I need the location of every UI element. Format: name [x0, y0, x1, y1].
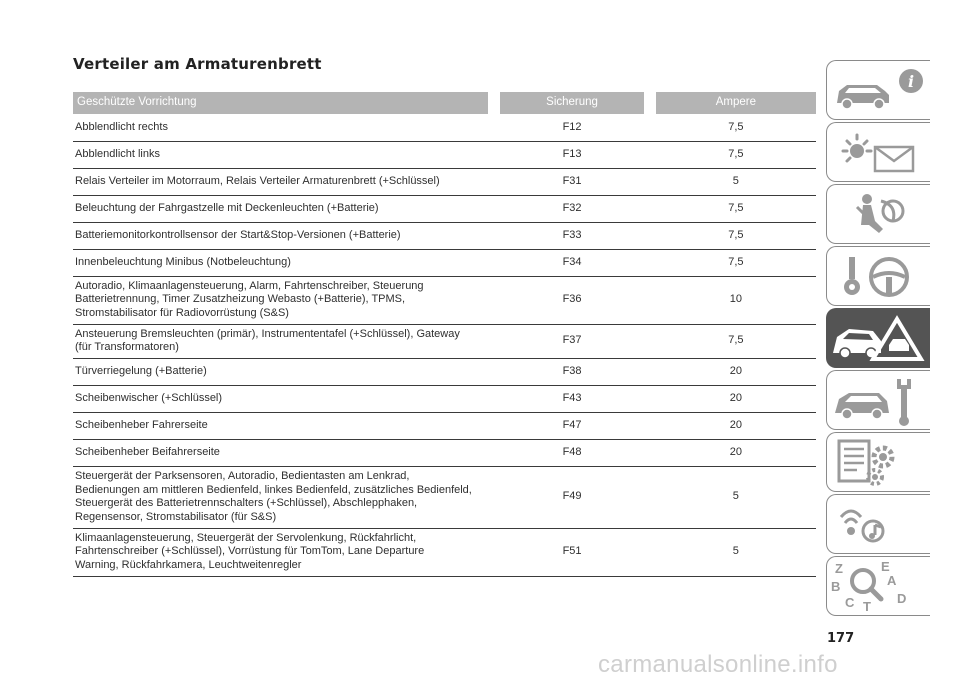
cell-ampere: 7,5	[656, 222, 816, 249]
cell-ampere: 7,5	[656, 195, 816, 222]
table-row	[73, 528, 816, 576]
chapter-tab-safety[interactable]	[826, 184, 930, 244]
fuse-table	[73, 92, 816, 577]
index-letter: D	[897, 591, 907, 606]
safety-airbag-icon	[827, 185, 930, 244]
car-maintenance-wrench-icon	[827, 371, 930, 430]
column-gap	[644, 92, 656, 114]
table-row	[73, 168, 816, 195]
cell-device: Abblendlicht links	[73, 141, 488, 168]
chapter-tab-maintenance[interactable]	[826, 370, 930, 430]
cell-device: Batteriemonitorkontrollsensor der Start&Stop-Versionen (+Batterie)	[73, 222, 488, 249]
cell-ampere: 7,5	[656, 324, 816, 358]
table-row	[73, 141, 816, 168]
cell-fuse: F51	[500, 528, 644, 576]
page-number: 177	[827, 631, 855, 646]
cell-ampere: 7,5	[656, 114, 816, 141]
key-steering-wheel-icon	[827, 247, 930, 306]
watermark: carmanualsonline.info	[598, 651, 838, 678]
cell-fuse: F34	[500, 249, 644, 276]
column-header-fuse: Sicherung	[500, 92, 644, 114]
cell-ampere: 7,5	[656, 249, 816, 276]
cell-ampere: 20	[656, 412, 816, 439]
cell-ampere: 5	[656, 168, 816, 195]
cell-device: Steuergerät der Parksensoren, Autoradio, Bedientasten am Lenkrad, Bedienungen am mittleren Bedienfeld, linkes Bedienfeld, zusätzliches Bedienfeld, Steuergerät des Batterietrennschalters (+Schlüssel), Abschlepphaken, Regensensor, Stromstabilisator (für S&S)	[73, 466, 488, 528]
cell-fuse: F38	[500, 358, 644, 385]
chapter-tab-index[interactable]	[826, 556, 930, 616]
cell-fuse: F49	[500, 466, 644, 528]
cell-ampere: 10	[656, 276, 816, 324]
cell-device: Scheibenheber Fahrerseite	[73, 412, 488, 439]
cell-fuse: F47	[500, 412, 644, 439]
cell-fuse: F13	[500, 141, 644, 168]
index-letter: T	[863, 599, 871, 614]
cell-device: Innenbeleuchtung Minibus (Notbeleuchtung)	[73, 249, 488, 276]
cell-device: Relais Verteiler im Motorraum, Relais Verteiler Armaturenbrett (+Schlüssel)	[73, 168, 488, 195]
car-info-icon	[827, 61, 930, 120]
cell-device: Beleuchtung der Fahrgastzelle mit Deckenleuchten (+Batterie)	[73, 195, 488, 222]
cell-ampere: 5	[656, 466, 816, 528]
cell-fuse: F32	[500, 195, 644, 222]
cell-fuse: F48	[500, 439, 644, 466]
cell-device: Klimaanlagensteuerung, Steuergerät der Servolenkung, Rückfahrlicht, Fahrtenschreiber (+Schlüssel), Vorrüstung für TomTom, Lane Departure Warning, Rückfahrkamera, Leuchtweitenregler	[73, 528, 488, 576]
chapter-tab-multimedia[interactable]	[826, 494, 930, 554]
table-row	[73, 412, 816, 439]
chapter-tab-emergency[interactable]	[826, 308, 930, 368]
table-row	[73, 195, 816, 222]
table-row	[73, 276, 816, 324]
table-row	[73, 385, 816, 412]
chapter-tab-warning-lights[interactable]	[826, 122, 930, 182]
cell-fuse: F43	[500, 385, 644, 412]
technical-data-gears-icon	[827, 433, 930, 492]
table-row	[73, 114, 816, 141]
table-row	[73, 249, 816, 276]
index-letter: C	[845, 595, 855, 610]
cell-device: Ansteuerung Bremsleuchten (primär), Instrumententafel (+Schlüssel), Gateway (für Transformatoren)	[73, 324, 488, 358]
cell-fuse: F33	[500, 222, 644, 249]
cell-fuse: F12	[500, 114, 644, 141]
cell-device: Scheibenheber Beifahrerseite	[73, 439, 488, 466]
cell-device: Türverriegelung (+Batterie)	[73, 358, 488, 385]
index-letter: A	[887, 573, 897, 588]
cell-ampere: 20	[656, 358, 816, 385]
chapter-tab-car-info[interactable]	[826, 60, 930, 120]
cell-device: Scheibenwischer (+Schlüssel)	[73, 385, 488, 412]
cell-ampere: 20	[656, 385, 816, 412]
page-title: Verteiler am Armaturenbrett	[73, 55, 322, 73]
chapter-tab-starting-driving[interactable]	[826, 246, 930, 306]
cell-fuse: F37	[500, 324, 644, 358]
table-row	[73, 222, 816, 249]
cell-ampere: 5	[656, 528, 816, 576]
table-row	[73, 439, 816, 466]
car-emergency-warning-icon	[827, 309, 930, 368]
svg-text:i: i	[907, 72, 915, 91]
column-header-device: Geschützte Vorrichtung	[73, 92, 488, 114]
cell-fuse: F31	[500, 168, 644, 195]
index-letter: Z	[835, 561, 843, 576]
column-header-ampere: Ampere	[656, 92, 816, 114]
table-row	[73, 358, 816, 385]
table-row	[73, 466, 816, 528]
cell-device: Abblendlicht rechts	[73, 114, 488, 141]
cell-ampere: 7,5	[656, 141, 816, 168]
column-gap	[488, 92, 500, 114]
cell-device: Autoradio, Klimaanlagensteuerung, Alarm, Fahrtenschreiber, Steuerung Batterietrennung, Timer Zusatzheizung Webasto (+Batterie), TPMS, Stromstabilisator für Radiovorrüstung (S&S)	[73, 276, 488, 324]
index-letter: B	[831, 579, 841, 594]
table-header-row	[73, 92, 816, 114]
chapter-tab-technical-data[interactable]	[826, 432, 930, 492]
multimedia-music-icon	[827, 495, 930, 554]
index-letter: E	[881, 559, 890, 574]
warning-lights-message-icon	[827, 123, 930, 182]
cell-fuse: F36	[500, 276, 644, 324]
table-row	[73, 324, 816, 358]
cell-ampere: 20	[656, 439, 816, 466]
